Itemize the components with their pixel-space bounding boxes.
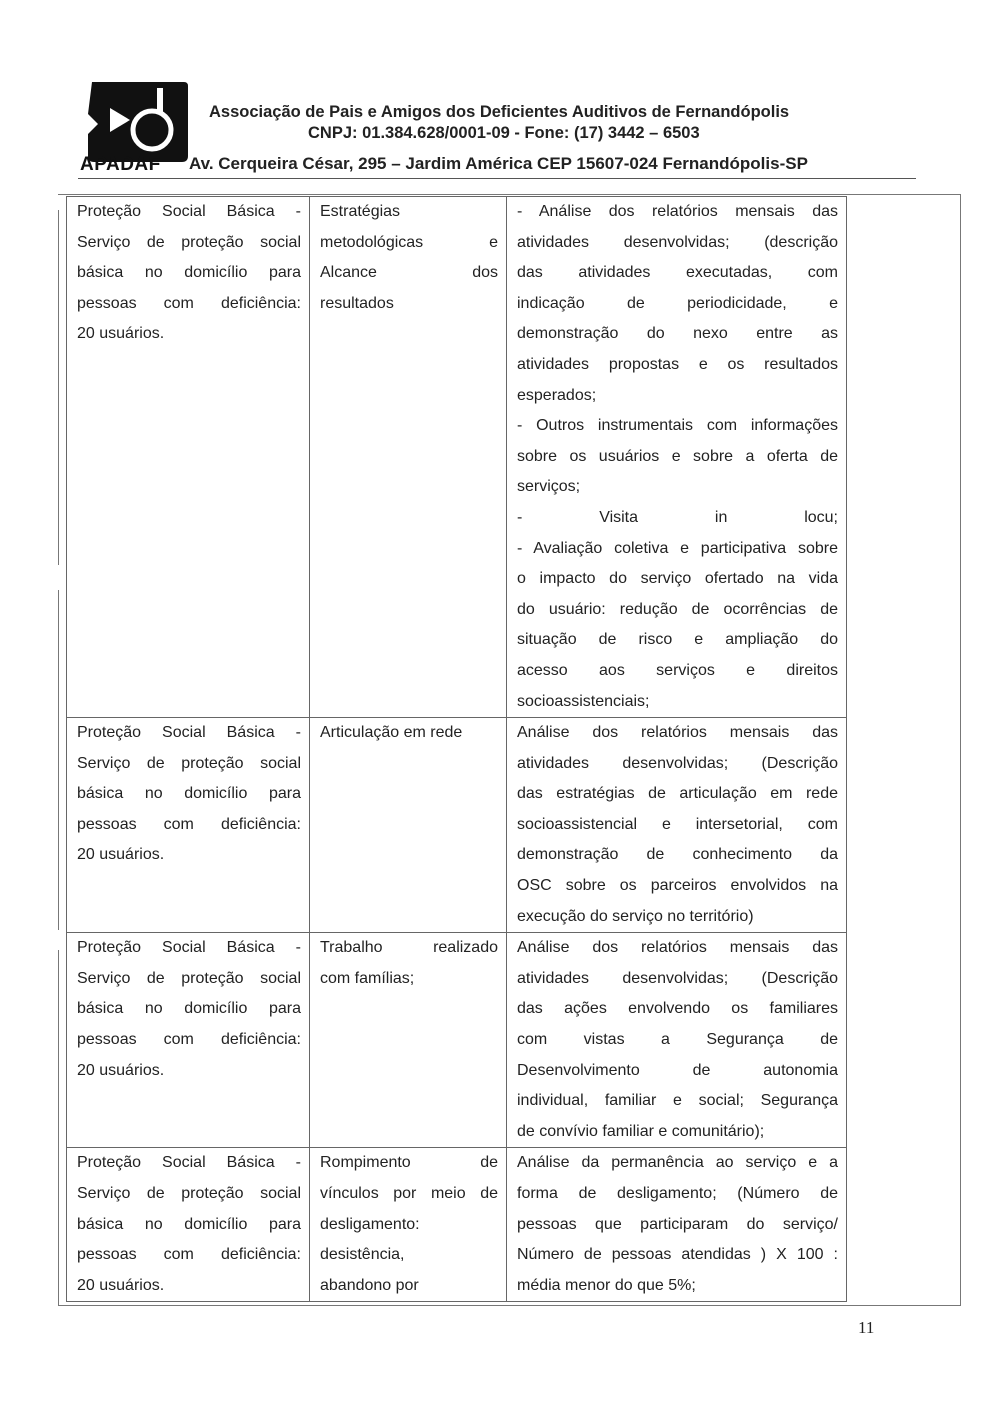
header-rule: [78, 178, 916, 179]
verification-cell-line: do usuário: redução de ocorrências de: [517, 600, 838, 618]
verification-cell-line: - Outros instrumentais com informações: [517, 417, 838, 435]
verification-cell-line: atividades propostas e os resultados: [517, 355, 838, 373]
dimension-cell-line: Estratégias: [320, 203, 401, 220]
page-number: 11: [858, 1318, 875, 1337]
verification-cell-line: Análise dos relatórios mensais das: [517, 939, 838, 957]
verification-cell-line: socioassistenciais;: [517, 692, 650, 710]
verification-cell-line: sobre os usuários e sobre a oferta de: [517, 447, 838, 465]
dimension-cell-line: desligamento:: [320, 1215, 420, 1233]
service-cell-line: Proteção Social Básica -: [77, 203, 301, 220]
service-cell-line: 20 usuários.: [77, 1276, 165, 1294]
table-row: [67, 1148, 847, 1302]
dimension-cell: [310, 933, 507, 1148]
service-cell-line: Proteção Social Básica -: [77, 1154, 301, 1172]
evaluation-table: [66, 196, 847, 1302]
service-cell-line: 20 usuários.: [77, 1061, 165, 1079]
verification-cell: [507, 1148, 847, 1302]
dimension-cell-line: Rompimento de: [320, 1154, 498, 1172]
service-cell-line: Serviço de proteção social: [77, 754, 301, 772]
service-cell-line: Proteção Social Básica -: [77, 939, 301, 957]
service-cell-line: básica no domicílio para: [77, 1000, 301, 1018]
margin-mark: [58, 210, 59, 565]
verification-cell-line: forma de desligamento; (Número de: [517, 1185, 838, 1202]
verification-cell: [507, 933, 847, 1148]
verification-cell-line: - Avaliação coletiva e participativa sobre: [517, 539, 838, 557]
verification-cell-line: serviços;: [517, 478, 581, 496]
dimension-cell-line: Alcance dos: [320, 264, 498, 282]
verification-cell-line: atividades desenvolvidas; (descrição: [517, 233, 838, 251]
table-row: [67, 197, 847, 718]
dimension-cell-line: com famílias;: [320, 969, 415, 987]
verification-cell-line: Desenvolvimento de autonomia: [517, 1061, 838, 1079]
service-cell-line: Serviço de proteção social: [77, 233, 301, 251]
dimension-cell-line: resultados: [320, 294, 394, 312]
verification-cell-line: esperados;: [517, 386, 597, 404]
logo-text: APADAF: [80, 154, 161, 175]
verification-cell-line: o impacto do serviço ofertado na vida: [517, 570, 838, 588]
service-cell-line: básica no domicílio para: [77, 264, 301, 282]
service-cell-line: 20 usuários.: [77, 325, 165, 343]
service-cell: [67, 197, 310, 718]
verification-cell: [507, 197, 847, 718]
dimension-cell-line: vínculos por meio de: [320, 1185, 498, 1202]
apadaf-logo-icon: [84, 78, 188, 164]
verification-cell-line: média menor do que 5%;: [517, 1276, 696, 1294]
cnpj-phone: CNPJ: 01.384.628/0001-09 - Fone: (17) 3442 – 6503: [308, 124, 700, 142]
verification-cell-line: atividades desenvolvidas; (Descrição: [517, 754, 838, 772]
verification-cell-line: Análise dos relatórios mensais das: [517, 724, 838, 742]
dimension-cell: [310, 1148, 507, 1302]
dimension-cell-line: abandono por: [320, 1276, 419, 1294]
verification-cell-line: das estratégias de articulação em rede: [517, 785, 838, 803]
table-row: [67, 718, 847, 933]
verification-cell-line: OSC sobre os parceiros envolvidos na: [517, 877, 838, 895]
service-cell-line: pessoas com deficiência:: [77, 1031, 301, 1049]
verification-cell-line: Análise da permanência ao serviço e a: [517, 1154, 838, 1172]
service-cell-line: pessoas com deficiência:: [77, 1246, 301, 1264]
service-cell-line: Serviço de proteção social: [77, 1185, 301, 1202]
dimension-cell-line: desistência,: [320, 1246, 405, 1264]
table-row: [67, 933, 847, 1148]
service-cell-line: básica no domicílio para: [77, 1215, 301, 1233]
margin-mark: [58, 950, 59, 1305]
dimension-cell: [310, 197, 507, 718]
verification-cell-line: individual, familiar e social; Segurança: [517, 1092, 838, 1110]
letterhead: [78, 76, 918, 186]
dimension-cell-line: Trabalho realizado: [320, 939, 498, 957]
service-cell-line: pessoas com deficiência:: [77, 815, 301, 833]
service-cell-line: pessoas com deficiência:: [77, 294, 301, 312]
verification-cell: [507, 718, 847, 933]
verification-cell-line: socioassistencial e intersetorial, com: [517, 815, 838, 833]
dimension-cell-line: Articulação em rede: [320, 724, 463, 742]
verification-cell-line: pessoas que participaram do serviço/: [517, 1215, 838, 1233]
verification-cell-line: - Visita in locu;: [517, 508, 838, 526]
verification-cell-line: com vistas a Segurança de: [517, 1031, 838, 1049]
verification-cell-line: - Análise dos relatórios mensais das: [517, 203, 838, 220]
service-cell: [67, 718, 310, 933]
dimension-cell-line: metodológicas e: [320, 233, 498, 251]
verification-cell-line: execução do serviço no território): [517, 907, 754, 925]
verification-cell-line: demonstração de conhecimento da: [517, 846, 838, 864]
verification-cell-line: situação de risco e ampliação do: [517, 631, 838, 649]
verification-cell-line: de convívio familiar e comunitário);: [517, 1122, 765, 1140]
verification-cell-line: acesso aos serviços e direitos: [517, 661, 838, 679]
verification-cell-line: demonstração do nexo entre as: [517, 325, 838, 343]
verification-cell-line: atividades desenvolvidas; (Descrição: [517, 969, 838, 987]
verification-cell-line: das atividades executadas, com: [517, 264, 838, 282]
org-name: Associação de Pais e Amigos dos Deficientes Auditivos de Fernandópolis: [209, 103, 790, 121]
verification-cell-line: indicação de periodicidade, e: [517, 294, 838, 312]
address: Av. Cerqueira César, 295 – Jardim América CEP 15607-024 Fernandópolis-SP: [189, 154, 808, 173]
service-cell-line: básica no domicílio para: [77, 785, 301, 803]
service-cell-line: Proteção Social Básica -: [77, 724, 301, 742]
service-cell-line: 20 usuários.: [77, 846, 165, 864]
margin-mark: [58, 590, 59, 930]
service-cell: [67, 1148, 310, 1302]
service-cell: [67, 933, 310, 1148]
verification-cell-line: das ações envolvendo os familiares: [517, 1000, 838, 1018]
verification-cell-line: Número de pessoas atendidas ) X 100 :: [517, 1246, 838, 1264]
service-cell-line: Serviço de proteção social: [77, 969, 301, 987]
dimension-cell: [310, 718, 507, 933]
